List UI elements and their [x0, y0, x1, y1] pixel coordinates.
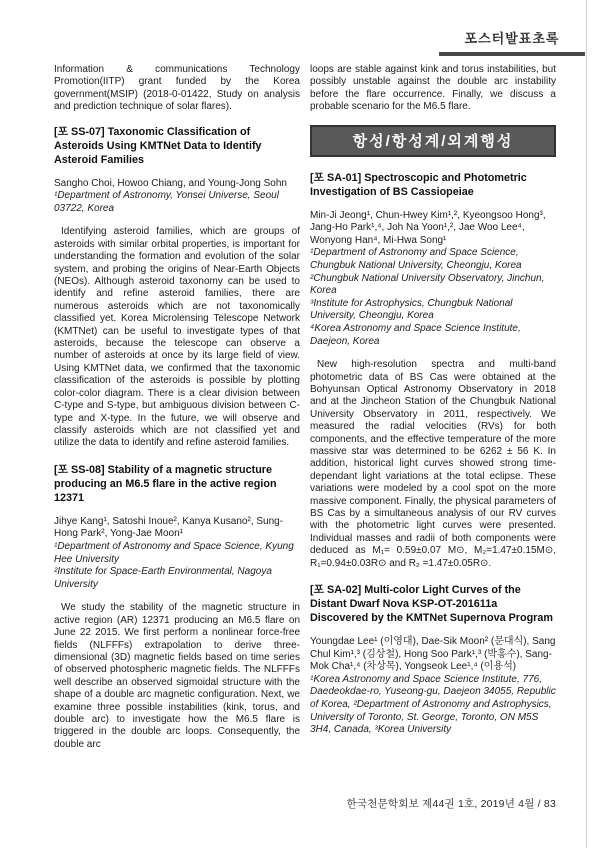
byline-sa02 — [310, 636, 556, 737]
affiliation-ss08-1: ¹Department of Astronomy and Space Science, Kyung Hee University — [54, 540, 294, 565]
acknowledgement-continuation: Information & communications Technology Promotion(IITP) grant funded by the Korea government(MSIP) (2018-0-01422, Study on analysis and prediction technique of solar flares). — [54, 64, 300, 113]
corner-header-label: 포스터발표초록 — [464, 31, 560, 46]
authors-ss07: Sangho Choi, Howoo Chiang, and Young-Jong Sohn — [54, 177, 287, 189]
two-column-body — [54, 64, 556, 764]
abstract-text-ss08: We study the stability of the magnetic structure in active region (AR) 12371 producing an M6.5 flare on June 22 2015. We first perform a nonlinear force-free fields (NLFFFs) extrapolation to derive three-dimensional (3D) magnetic fields based on time series of observed photospheric magnetic fields. The NLFFFs well describe an observed sigmoidal structure with the shape of a double arc magnetic configuration. Next, we examine three possible instabilities (kink, torus, and double arc) to investigate how the M6.5 flare is triggered in the double arc loops. Consequently, the double arc — [54, 602, 300, 750]
page-footer: 한국천문학회보 제44권 1호, 2019년 4월 / 83 — [346, 798, 556, 810]
page-edge-line — [586, 0, 587, 848]
abstract-text-ss07: Identifying asteroid families, which are groups of asteroids with similar orbital properties, is important for understanding the formation and evolution of the solar system, and probing the origins of Near-Earth Objects (NEOs). Although asteroid taxonomy can be used to identify and refine asteroid families, there are numerous asteroids which are not taxonomically classified yet. Korea Microlensing Telescope Network (KMTNet) can be useful to investigate types of that asteroids, because the telescope can observe a number of asteroids at once by its large field of view. Using KMTNet data, we confirmed that the taxonomic classification of the asteroids is possible by plotting color-color diagram. There is a clear division between C-type and S-type, but ambiguous division between C-type and X-type. In the future, we will observe and classify asteroids which are not classified yet and utilize the data to identify and refine asteroid families. — [54, 226, 300, 449]
affiliation-sa02-1: ¹Korea Astronomy and Space Science Institute, 776, Daedeokdae-ro, Yuseong-gu, Daejeon 34055, Republic of Korea, ²Department of Astronomy and Astrophysics, University of Toronto, St. George, Toronto, ON M5S 3H4, Canada, ³Korea University — [310, 673, 556, 736]
byline-ss08 — [54, 516, 300, 592]
abstract-title-ss08: [포 SS-08] Stability of a magnetic structure producing an M6.5 flare in the active region 12371 — [54, 463, 277, 504]
abstract-title-ss07: [포 SS-07] Taxonomic Classification of Asteroids Using KMTNet Data to Identify Asteroid Families — [54, 125, 262, 166]
byline-ss07 — [54, 178, 300, 216]
affiliation-sa01-3: ³Institute for Astrophysics, Chungbuk National University, Cheongju, Korea — [310, 297, 513, 322]
abstract-title-sa01: [포 SA-01] Spectroscopic and Photometric Investigation of BS Cassiopeiae — [310, 171, 527, 198]
right-column — [310, 64, 556, 764]
abstract-title-sa02: [포 SA-02] Multi-color Light Curves of the Distant Dwarf Nova KSP-OT-201611a Discovered by the KMTNet Supernova Program — [310, 584, 553, 625]
left-column — [54, 64, 300, 764]
session-banner — [310, 125, 556, 157]
byline-sa01 — [310, 210, 556, 349]
authors-sa01: Min-Ji Jeong¹, Chun-Hwey Kim¹,², Kyeongsoo Hong³, Jang-Ho Park¹,⁴, Joh Na Yoon¹,², Jae Woo Lee⁴, Wonyong Han⁴, Mi-Hwa Song¹ — [310, 209, 546, 246]
authors-sa02: Youngdae Lee¹ (이영대), Dae-Sik Moon² (문대식), Sang Chul Kim¹,³ (김상철), Hong Soo Park¹,³ (박홍수), Sang-Mok Cha¹,⁴ (차상목), Yongseok Lee¹,⁴ (이용석) — [310, 636, 556, 673]
affiliation-sa01-2: ²Chungbuk National University Observatory, Jinchun, Korea — [310, 272, 545, 297]
affiliation-sa01-4: ⁴Korea Astronomy and Space Science Institute, Daejeon, Korea — [310, 322, 521, 347]
page-corner-header — [439, 28, 585, 56]
affiliation-sa01-1: ¹Department of Astronomy and Space Science, Chungbuk National University, Cheongju, Korea — [310, 247, 522, 271]
session-banner-label: 항성/항성계/외계행성 — [352, 132, 514, 150]
abstract-ss08-continuation: loops are stable against kink and torus instabilities, but possibly unstable against the double arc instability before the flare occurrence. Finally, we discuss a probable scenario for the M6.5 flare. — [310, 64, 556, 113]
authors-ss08: Jihye Kang¹, Satoshi Inoue², Kanya Kusano², Sung-Hong Park², Yong-Jae Moon¹ — [54, 515, 284, 540]
abstract-text-sa01: New high-resolution spectra and multi-band photometric data of BS Cas were obtained at the Bohyunsan Optical Astronomy Observatory in 2018 and at the Jincheon Station of the Chungbuk National University Observatory in 2011, respectively. We measured the radial velocities (RVs) for both components, and the effective temperature of the more massive star was determined to be 6262 ± 56 K. In addition, historical light curves showed strong time-dependant light variations at the total eclipse. These variations were modeled by a cool spot on the more massive component. Finally, the physical parameters of BS Cas by a simultaneous analysis of our RV curves with the photometric light curves were presented. Individual masses and radii of both components were deduced as M₁= 0.59±0.07 M⊙, M₂=1.47±0.15M⊙, R₁=0.94±0.03R⊙ and R₂ =1.47±0.05R⊙. — [310, 359, 556, 569]
affiliation-ss08-2: ²Institute for Space-Earth Environmental, Nagoya University — [54, 566, 272, 590]
affiliation-ss07-1: ¹Department of Astronomy, Yonsei Universe, Seoul 03722, Korea — [54, 190, 279, 214]
